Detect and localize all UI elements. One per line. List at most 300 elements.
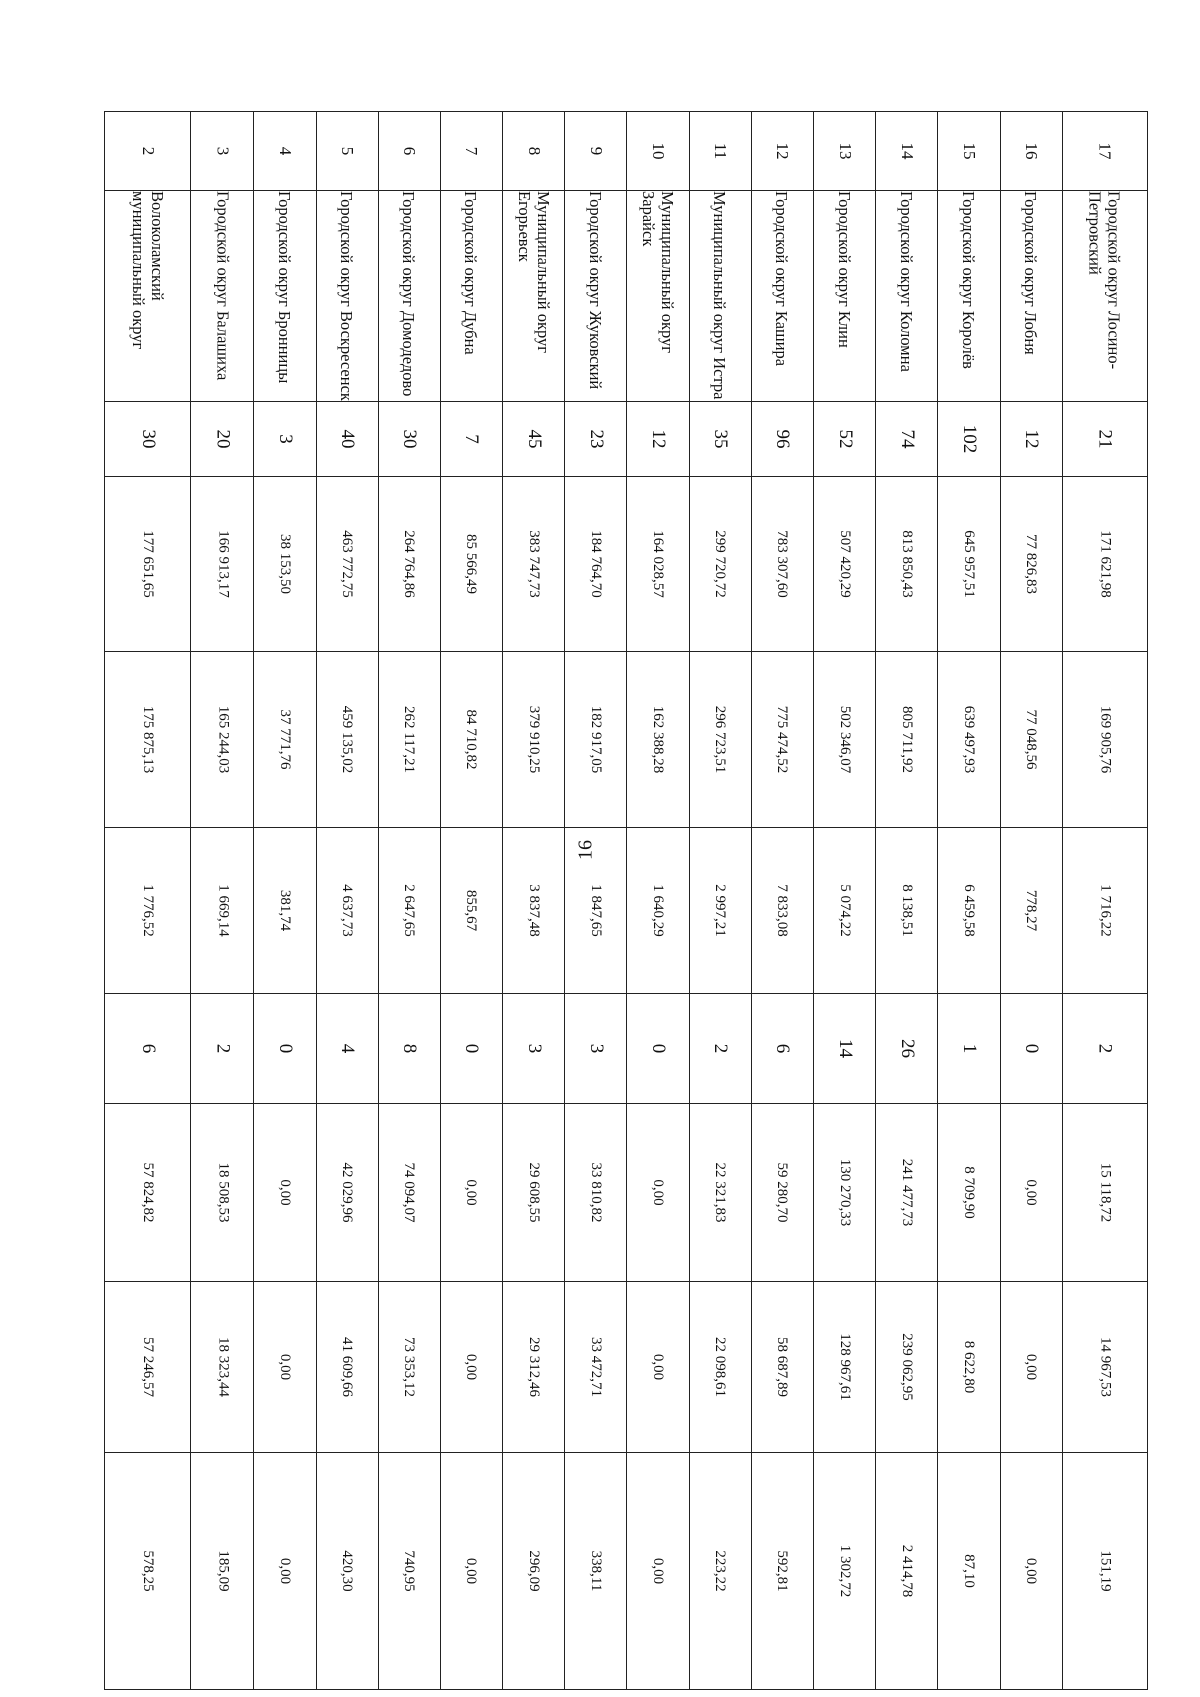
row-number-text: 2	[138, 146, 158, 156]
amount-share-text: 1 847,65	[588, 884, 605, 937]
count-text: 12	[1021, 429, 1043, 449]
municipality-name-text: Муниципальный округ Зарайск	[639, 191, 678, 354]
amount-second-share-text: 1 302,72	[837, 1544, 854, 1598]
amount-second-main-cell	[503, 1282, 565, 1453]
count-text: 40	[337, 429, 359, 449]
amount-total-text: 299 720,72	[712, 530, 729, 598]
amount-total-cell	[751, 477, 813, 652]
count-second-cell	[938, 994, 1000, 1104]
amount-second-main-cell	[316, 1282, 378, 1453]
amount-second-total-cell	[105, 1104, 191, 1282]
count-second-cell	[378, 994, 440, 1104]
amount-second-total-text: 15 118,72	[1097, 1162, 1114, 1223]
count-second-text: 6	[137, 1043, 159, 1054]
amount-second-share-text: 151,19	[1097, 1550, 1114, 1592]
amount-total-text: 85 566,49	[464, 534, 481, 594]
amount-second-total-cell	[565, 1104, 627, 1282]
count-text: 3	[275, 434, 297, 444]
amount-main-cell	[751, 652, 813, 828]
table-row	[440, 112, 502, 1690]
municipality-name-cell	[876, 191, 938, 402]
amount-second-main-text: 22 098,61	[712, 1337, 729, 1397]
amount-main-text: 502 346,07	[837, 705, 854, 774]
amount-second-main-text: 33 472,71	[588, 1337, 605, 1397]
amount-main-text: 775 474,52	[774, 705, 791, 774]
count-text: 52	[834, 429, 856, 449]
amount-second-total-cell	[876, 1104, 938, 1282]
count-cell	[876, 402, 938, 477]
amount-second-total-cell	[689, 1104, 751, 1282]
row-number-text: 8	[524, 146, 544, 156]
count-cell	[378, 402, 440, 477]
amount-second-share-text: 0,00	[277, 1557, 294, 1585]
amount-second-total-text: 8 709,90	[961, 1166, 978, 1219]
amount-second-main-text: 8 622,80	[961, 1340, 978, 1394]
municipality-name-cell	[751, 191, 813, 402]
amount-second-share-cell	[503, 1453, 565, 1690]
municipality-name-text: Муниципальный округ Егорьевск	[514, 191, 553, 354]
amount-second-main-text: 0,00	[650, 1353, 667, 1381]
count-second-cell	[565, 994, 627, 1104]
row-number-cell	[1062, 112, 1147, 191]
amount-second-main-text: 57 246,57	[140, 1337, 157, 1397]
amount-share-cell	[938, 828, 1000, 994]
amount-second-main-text: 0,00	[277, 1353, 294, 1381]
count-second-text: 3	[585, 1043, 607, 1054]
count-second-text: 4	[337, 1043, 359, 1054]
amount-second-total-text: 33 810,82	[588, 1162, 605, 1223]
municipality-name-cell	[440, 191, 502, 402]
amount-second-share-text: 338,11	[588, 1550, 605, 1592]
row-number-cell	[503, 112, 565, 191]
count-second-cell	[440, 994, 502, 1104]
count-text: 30	[399, 429, 421, 449]
row-number-cell	[876, 112, 938, 191]
row-number-text: 7	[462, 146, 482, 156]
amount-main-cell	[689, 652, 751, 828]
amount-second-main-cell	[105, 1282, 191, 1453]
table-row	[191, 112, 254, 1690]
page-number: 16	[574, 840, 597, 860]
amount-share-cell	[814, 828, 876, 994]
municipality-name-text: Городской округ Клин	[835, 191, 855, 348]
municipality-name-cell	[565, 191, 627, 402]
count-second-text: 2	[1094, 1043, 1116, 1054]
municipality-name-text: Городской округ Балашиха	[212, 191, 232, 381]
count-text: 45	[523, 429, 545, 449]
amount-share-text: 1 669,14	[214, 884, 231, 937]
amount-second-total-cell	[316, 1104, 378, 1282]
amount-second-main-cell	[254, 1282, 316, 1453]
amount-share-text: 1 716,22	[1097, 884, 1114, 937]
row-number-cell	[627, 112, 689, 191]
count-second-text: 2	[212, 1043, 234, 1054]
amount-total-cell	[1062, 477, 1147, 652]
municipality-name-text: Городской округ Воскресенск	[337, 191, 357, 401]
table-row	[876, 112, 938, 1690]
amount-second-main-text: 239 062,95	[899, 1333, 916, 1401]
row-number-cell	[254, 112, 316, 191]
amount-main-text: 296 723,51	[712, 705, 729, 774]
amount-second-share-cell	[627, 1453, 689, 1690]
amount-total-text: 171 621,98	[1097, 530, 1114, 598]
amount-second-total-cell	[254, 1104, 316, 1282]
amount-total-cell	[627, 477, 689, 652]
amount-second-share-text: 185,09	[214, 1550, 231, 1592]
amount-second-total-cell	[1000, 1104, 1062, 1282]
count-second-text: 1	[958, 1043, 980, 1054]
count-cell	[503, 402, 565, 477]
amount-second-total-text: 0,00	[464, 1179, 481, 1206]
amount-total-text: 645 957,51	[961, 530, 978, 598]
amount-total-text: 166 913,17	[214, 530, 231, 598]
amount-main-text: 182 917,05	[588, 705, 605, 774]
amount-second-main-cell	[1000, 1282, 1062, 1453]
amount-second-total-cell	[751, 1104, 813, 1282]
row-number-text: 3	[213, 146, 233, 156]
amount-second-share-cell	[316, 1453, 378, 1690]
municipality-name-cell	[1000, 191, 1062, 402]
municipality-name-cell	[814, 191, 876, 402]
amount-share-text: 381,74	[277, 889, 294, 932]
amount-main-cell	[1000, 652, 1062, 828]
count-text: 12	[648, 429, 670, 449]
amount-main-text: 459 135,02	[339, 705, 356, 774]
amount-share-cell	[254, 828, 316, 994]
amount-share-cell	[503, 828, 565, 994]
table-row	[378, 112, 440, 1690]
row-number-cell	[938, 112, 1000, 191]
table-row	[1062, 112, 1147, 1690]
amount-main-text: 37 771,76	[277, 709, 294, 770]
amount-main-cell	[440, 652, 502, 828]
count-second-cell	[689, 994, 751, 1104]
amount-total-cell	[876, 477, 938, 652]
amount-second-total-text: 18 508,53	[214, 1162, 231, 1223]
amount-total-cell	[1000, 477, 1062, 652]
municipality-name-text: Городской округ Королёв	[959, 191, 979, 369]
amount-second-share-text: 592,81	[774, 1550, 791, 1592]
rotated-table-container	[104, 111, 1148, 1689]
count-text: 96	[772, 429, 794, 449]
amount-share-cell	[378, 828, 440, 994]
amount-second-share-text: 223,22	[712, 1550, 729, 1592]
count-cell	[440, 402, 502, 477]
count-second-text: 0	[1021, 1043, 1043, 1054]
table-row	[938, 112, 1000, 1690]
count-cell	[1062, 402, 1147, 477]
amount-share-cell	[1000, 828, 1062, 994]
amount-share-cell	[751, 828, 813, 994]
amount-main-text: 77 048,56	[1023, 709, 1040, 770]
amount-second-total-cell	[814, 1104, 876, 1282]
amount-share-text: 778,27	[1023, 889, 1040, 932]
amount-second-share-text: 296,09	[526, 1550, 543, 1592]
amount-total-cell	[814, 477, 876, 652]
amount-second-main-text: 29 312,46	[526, 1337, 543, 1397]
amount-second-share-text: 740,95	[401, 1550, 418, 1592]
count-second-cell	[503, 994, 565, 1104]
count-cell	[751, 402, 813, 477]
amount-share-text: 8 138,51	[899, 884, 916, 937]
row-number-text: 6	[400, 146, 420, 156]
amount-second-share-cell	[876, 1453, 938, 1690]
amount-second-main-cell	[751, 1282, 813, 1453]
amount-second-share-text: 420,30	[339, 1550, 356, 1592]
amount-total-text: 783 307,60	[774, 530, 791, 598]
amount-total-text: 463 772,75	[339, 530, 356, 598]
amount-share-text: 6 459,58	[961, 884, 978, 937]
amount-second-main-cell	[440, 1282, 502, 1453]
count-text: 7	[461, 434, 483, 444]
table-row	[503, 112, 565, 1690]
row-number-text: 15	[959, 142, 979, 160]
amount-main-cell	[254, 652, 316, 828]
amount-second-main-cell	[565, 1282, 627, 1453]
table-row	[689, 112, 751, 1690]
amount-main-cell	[938, 652, 1000, 828]
amount-second-share-cell	[378, 1453, 440, 1690]
amount-main-cell	[876, 652, 938, 828]
amount-total-cell	[689, 477, 751, 652]
data-table	[104, 111, 1148, 1690]
amount-second-total-text: 29 608,55	[526, 1162, 543, 1223]
amount-second-main-text: 128 967,61	[837, 1333, 854, 1401]
amount-second-total-text: 57 824,82	[140, 1162, 157, 1223]
amount-total-text: 813 850,43	[899, 530, 916, 598]
amount-share-cell	[627, 828, 689, 994]
amount-share-text: 3 837,48	[526, 884, 543, 937]
row-number-cell	[689, 112, 751, 191]
count-second-text: 14	[834, 1039, 856, 1058]
municipality-name-cell	[191, 191, 254, 402]
municipality-name-cell	[254, 191, 316, 402]
amount-second-main-text: 58 687,89	[774, 1337, 791, 1397]
municipality-name-cell	[378, 191, 440, 402]
municipality-name-text: Городской округ Лосино-Петровский	[1085, 191, 1124, 370]
amount-total-text: 507 420,29	[837, 530, 854, 598]
count-second-cell	[814, 994, 876, 1104]
amount-main-cell	[814, 652, 876, 828]
amount-main-cell	[1062, 652, 1147, 828]
amount-second-share-cell	[565, 1453, 627, 1690]
municipality-name-text: Городской округ Кашира	[772, 191, 792, 367]
amount-second-share-cell	[814, 1453, 876, 1690]
municipality-name-text: Городской округ Домодедово	[399, 191, 419, 397]
amount-second-main-cell	[689, 1282, 751, 1453]
amount-main-cell	[503, 652, 565, 828]
municipality-name-text: Городской округ Лобня	[1021, 191, 1041, 355]
amount-total-text: 383 747,73	[526, 530, 543, 598]
amount-total-cell	[254, 477, 316, 652]
amount-second-share-cell	[105, 1453, 191, 1690]
amount-share-text: 1 776,52	[140, 884, 157, 937]
amount-share-text: 855,67	[464, 889, 481, 932]
amount-share-cell	[316, 828, 378, 994]
municipality-name-text: Городской округ Коломна	[897, 191, 917, 372]
row-number-text: 12	[773, 142, 793, 160]
row-number-text: 17	[1095, 142, 1115, 160]
count-second-cell	[254, 994, 316, 1104]
count-second-cell	[876, 994, 938, 1104]
amount-share-cell	[440, 828, 502, 994]
row-number-cell	[814, 112, 876, 191]
row-number-text: 9	[586, 146, 606, 156]
amount-second-total-text: 241 477,73	[899, 1158, 916, 1227]
count-cell	[1000, 402, 1062, 477]
row-number-cell	[751, 112, 813, 191]
amount-main-cell	[105, 652, 191, 828]
amount-main-cell	[316, 652, 378, 828]
amount-second-share-cell	[1062, 1453, 1147, 1690]
amount-share-text: 7 833,08	[774, 884, 791, 937]
count-second-cell	[1000, 994, 1062, 1104]
amount-second-main-cell	[191, 1282, 254, 1453]
amount-second-main-cell	[938, 1282, 1000, 1453]
count-second-text: 8	[399, 1043, 421, 1054]
municipality-name-cell	[105, 191, 191, 402]
table-row	[316, 112, 378, 1690]
amount-second-main-text: 0,00	[464, 1353, 481, 1381]
amount-main-text: 84 710,82	[464, 709, 481, 770]
amount-main-text: 639 497,93	[961, 705, 978, 774]
amount-second-share-text: 87,10	[961, 1554, 978, 1588]
amount-total-text: 164 028,57	[650, 530, 667, 598]
row-number-text: 5	[338, 146, 358, 156]
count-second-cell	[191, 994, 254, 1104]
amount-second-total-text: 0,00	[650, 1179, 667, 1206]
amount-second-main-cell	[378, 1282, 440, 1453]
amount-second-share-cell	[191, 1453, 254, 1690]
table-row	[105, 112, 191, 1690]
table-row	[751, 112, 813, 1690]
amount-main-cell	[627, 652, 689, 828]
table-row	[627, 112, 689, 1690]
amount-second-total-text: 130 270,33	[837, 1158, 854, 1227]
municipality-name-cell	[627, 191, 689, 402]
count-second-text: 0	[275, 1043, 297, 1054]
amount-total-text: 177 651,65	[140, 530, 157, 598]
count-cell	[105, 402, 191, 477]
amount-main-cell	[191, 652, 254, 828]
amount-second-total-text: 74 094,07	[401, 1162, 418, 1223]
count-second-cell	[105, 994, 191, 1104]
amount-second-share-cell	[254, 1453, 316, 1690]
amount-second-total-text: 22 321,83	[712, 1162, 729, 1223]
amount-second-share-text: 2 414,78	[899, 1544, 916, 1598]
amount-second-total-text: 42 029,96	[339, 1162, 356, 1223]
amount-total-cell	[440, 477, 502, 652]
amount-total-cell	[565, 477, 627, 652]
amount-total-cell	[378, 477, 440, 652]
amount-second-share-text: 0,00	[650, 1557, 667, 1585]
row-number-text: 14	[897, 142, 917, 160]
count-text: 30	[137, 429, 159, 449]
count-second-text: 3	[523, 1043, 545, 1054]
count-cell	[689, 402, 751, 477]
municipality-name-cell	[689, 191, 751, 402]
count-text: 23	[585, 429, 607, 449]
amount-second-share-cell	[1000, 1453, 1062, 1690]
count-text: 74	[896, 429, 918, 449]
table-row	[254, 112, 316, 1690]
count-text: 21	[1094, 429, 1116, 449]
amount-second-total-text: 0,00	[277, 1179, 294, 1206]
municipality-name-cell	[1062, 191, 1147, 402]
amount-share-cell	[876, 828, 938, 994]
count-text: 35	[710, 429, 732, 449]
table-row	[814, 112, 876, 1690]
row-number-cell	[105, 112, 191, 191]
amount-main-text: 175 875,13	[140, 705, 157, 774]
amount-second-main-text: 73 353,12	[401, 1337, 418, 1397]
amount-main-cell	[565, 652, 627, 828]
amount-second-main-cell	[1062, 1282, 1147, 1453]
table-row	[1000, 112, 1062, 1690]
amount-second-total-cell	[191, 1104, 254, 1282]
count-second-cell	[751, 994, 813, 1104]
amount-total-text: 264 764,86	[401, 530, 418, 598]
amount-second-total-text: 59 280,70	[774, 1162, 791, 1223]
amount-second-main-text: 18 323,44	[214, 1337, 231, 1397]
count-cell	[191, 402, 254, 477]
amount-second-total-cell	[440, 1104, 502, 1282]
row-number-cell	[191, 112, 254, 191]
municipality-name-text: Городской округ Жуковский	[586, 191, 606, 390]
amount-total-cell	[316, 477, 378, 652]
amount-second-total-text: 0,00	[1023, 1179, 1040, 1206]
amount-main-text: 169 905,76	[1097, 705, 1114, 774]
amount-second-total-cell	[503, 1104, 565, 1282]
municipality-name-text: Городской округ Бронницы	[275, 191, 295, 384]
amount-main-text: 162 388,28	[650, 705, 667, 774]
count-cell	[627, 402, 689, 477]
count-second-text: 2	[710, 1043, 732, 1054]
count-second-cell	[1062, 994, 1147, 1104]
amount-second-share-cell	[440, 1453, 502, 1690]
amount-total-text: 38 153,50	[277, 534, 294, 594]
amount-share-text: 5 074,22	[837, 884, 854, 937]
amount-second-main-cell	[627, 1282, 689, 1453]
amount-second-main-text: 41 609,66	[339, 1337, 356, 1397]
amount-total-cell	[938, 477, 1000, 652]
count-second-text: 0	[461, 1043, 483, 1054]
amount-second-share-text: 0,00	[464, 1557, 481, 1585]
amount-total-cell	[105, 477, 191, 652]
row-number-cell	[565, 112, 627, 191]
amount-main-text: 805 711,92	[899, 706, 916, 773]
row-number-cell	[378, 112, 440, 191]
amount-total-text: 184 764,70	[588, 530, 605, 598]
count-second-cell	[316, 994, 378, 1104]
amount-second-main-text: 0,00	[1023, 1353, 1040, 1381]
count-cell	[254, 402, 316, 477]
amount-share-text: 4 637,73	[339, 884, 356, 937]
row-number-text: 13	[835, 142, 855, 160]
count-text: 102	[958, 424, 980, 454]
municipality-name-text: Муниципальный округ Истра	[710, 191, 730, 400]
amount-share-text: 2 997,21	[712, 884, 729, 937]
count-text: 20	[212, 429, 234, 449]
amount-second-total-cell	[938, 1104, 1000, 1282]
amount-second-main-text: 14 967,53	[1097, 1337, 1114, 1397]
amount-main-text: 165 244,03	[214, 705, 231, 774]
count-cell	[814, 402, 876, 477]
amount-second-share-cell	[689, 1453, 751, 1690]
municipality-name-cell	[503, 191, 565, 402]
row-number-cell	[1000, 112, 1062, 191]
amount-second-share-cell	[751, 1453, 813, 1690]
